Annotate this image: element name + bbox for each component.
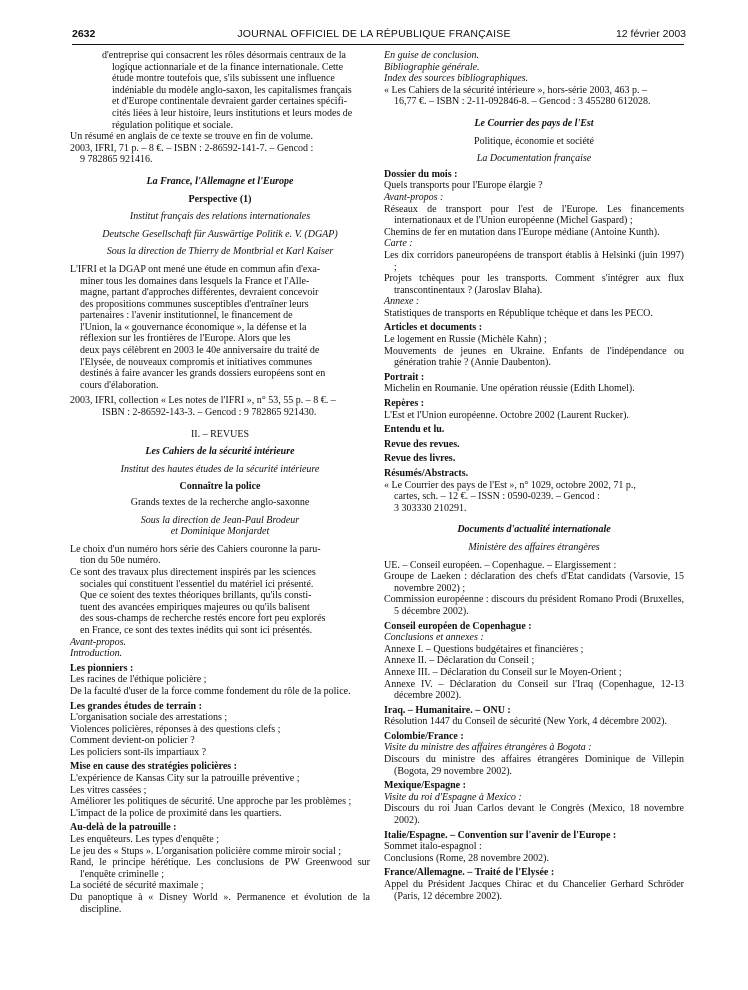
- review-title: Le Courrier des pays de l'Est: [474, 117, 594, 129]
- section-subtitle: Perspective (1): [188, 193, 252, 205]
- toc-item: L'organisation sociale des arrestations ;: [70, 712, 228, 724]
- reference-line: 2003, IFRI, 71 p. – 8 €. – ISBN : 2-86592-141-7. – Gencod :: [70, 142, 314, 154]
- section-title: La France, l'Allemagne et l'Europe: [146, 175, 294, 187]
- right-column: [384, 50, 684, 902]
- text-line: cités liées à leur histoire, leurs institutions et leurs modes de: [112, 107, 353, 119]
- toc-heading: Dossier du mois :: [384, 168, 458, 180]
- toc-item: Chemins de fer en mutation dans l'Europe médiane (Antoine Kunth).: [384, 226, 660, 238]
- toc-item: Les policiers sont-ils impartiaux ?: [70, 746, 207, 758]
- toc-heading: Revue des livres.: [384, 453, 456, 465]
- toc-heading: France/Allemagne. – Traité de l'Elysée :: [384, 867, 555, 879]
- toc-item: L'Est et l'Union européenne. Octobre 2002 (Laurent Rucker).: [384, 409, 629, 421]
- text-line: l'Union, la « gouvernance économique », la défense et la: [80, 321, 307, 333]
- toc-item: Commission européenne : discours du président Romano Prodi (Bruxelles, 5 décembre 2002).: [384, 594, 684, 617]
- text-line: partenaires : l'avenir institutionnel, le financement de: [80, 310, 293, 322]
- text-line: cours d'élaboration.: [80, 379, 159, 391]
- journal-title: JOURNAL OFFICIEL DE LA RÉPUBLIQUE FRANÇAISE: [237, 28, 511, 40]
- toc-heading: Mise en cause des stratégies policières :: [70, 761, 237, 773]
- toc-item: Annexe I. – Questions budgétaires et financières ;: [384, 643, 584, 655]
- toc-item: Visite du ministre des affaires étrangères à Bogota :: [384, 742, 592, 754]
- text-line: réflexion sur les frontières de l'Europe. Alors que les: [80, 333, 291, 345]
- ministry: Ministère des affaires étrangères: [468, 541, 600, 553]
- toc-item: Statistiques de transports en République tchèque et dans les PECO.: [384, 307, 653, 319]
- toc-item: De la faculté d'user de la force comme fondement du rôle de la police.: [70, 685, 351, 697]
- institution: Institut des hautes études de la sécurité intérieure: [120, 463, 320, 475]
- toc-item: Michelin en Roumanie. Une opération réussie (Edith Lhomel).: [384, 383, 635, 395]
- toc-item: Introduction.: [70, 648, 123, 660]
- text-line: en France, ce sont des textes inédits qui sont ici présentés.: [80, 624, 313, 636]
- review-subtitle: Connaître la police: [179, 481, 261, 493]
- text-line: cartes, sch. – 12 €. – ISSN : 0590-0239. – Gencod :: [394, 491, 600, 503]
- text-line: d'entreprise qui consacrent les rôles désormais centraux de la: [102, 50, 346, 61]
- page-header: [0, 28, 748, 44]
- reference-line: 2003, IFRI, collection « Les notes de l'IFRI », n° 53, 55 p. – 8 €. –: [70, 395, 336, 407]
- text-line: et d'Europe continentale devraient garder certaines spécifi-: [112, 96, 348, 108]
- toc-item: Du panoptique à « Disney World ». Permanence et évolution de la discipline.: [70, 892, 370, 915]
- toc-item: Sommet italo-espagnol :: [384, 841, 482, 853]
- institution: Institut français des relations internationales: [129, 211, 311, 223]
- text-line: des propositions communes susceptibles d'entraîner leurs: [80, 298, 309, 310]
- reference-line: « Les Cahiers de la sécurité intérieure », hors-série 2003, 463 p. –: [384, 84, 647, 96]
- resume-note: Un résumé en anglais de ce texte se trouve en fin de volume.: [70, 131, 313, 143]
- text-line: Le choix d'un numéro hors série des Cahiers couronne la paru-: [70, 543, 321, 555]
- toc-item: Quels transports pour l'Europe élargie ?: [384, 180, 543, 192]
- toc-item: Annexe :: [384, 296, 420, 308]
- toc-item: L'expérience de Kansas City sur la patrouille préventive ;: [70, 773, 300, 785]
- toc-heading: Les grandes études de terrain :: [70, 700, 202, 712]
- toc-item: Projets tchèques pour les transports. Comment s'intégrer aux flux transcontinentaux ? (Jaroslav Blaha).: [384, 273, 684, 296]
- toc-item: Appel du Président Jacques Chirac et du Chancelier Gerhard Schröder (Paris, 12 décembre 2002).: [384, 879, 684, 902]
- toc-heading: Les pionniers :: [70, 662, 134, 674]
- text-line: l'Elysée, de nouveaux compromis et initiatives communes: [80, 356, 313, 368]
- review-subtitle: Politique, économie et société: [474, 135, 594, 147]
- toc-item: Annexe III. – Déclaration du Conseil sur le Moyen-Orient ;: [384, 666, 622, 678]
- text-line: Que ce soient des textes théoriques brillants, qu'ils consti-: [80, 590, 312, 602]
- text-line: « Le Courrier des pays de l'Est », n° 1029, octobre 2002, 71 p.,: [384, 479, 636, 491]
- toc-item: Les racines de l'éthique policière ;: [70, 674, 207, 686]
- toc-heading: Repères :: [384, 398, 425, 410]
- toc-item: Améliorer les politiques de sécurité. Une approche par les problèmes ;: [70, 796, 352, 808]
- toc-heading: Italie/Espagne. – Convention sur l'avenir de l'Europe :: [384, 829, 617, 841]
- toc-item: Annexe IV. – Déclaration du Conseil sur l'Iraq (Copenhague, 12-13 décembre 2002).: [384, 678, 684, 702]
- toc-heading: Portrait :: [384, 371, 425, 383]
- header-rule: [72, 44, 684, 45]
- text-line: tion du 50e numéro.: [80, 555, 161, 567]
- direction: et Dominique Monjardet: [170, 526, 270, 538]
- toc-item: Discours du roi Juan Carlos devant le Congrès (Mexico, 18 novembre 2002).: [384, 803, 684, 827]
- table-of-contents: [70, 663, 370, 915]
- toc-item: Avant-propos.: [70, 636, 127, 648]
- body-paragraph: [70, 264, 370, 392]
- left-column: [70, 50, 370, 915]
- toc-item: Mouvements de jeunes en Ukraine. Enfants de l'indépendance ou génération trahie ? (Annie Daubenton).: [384, 345, 684, 369]
- toc-item: Les enquêteurs. Les types d'enquête ;: [70, 834, 219, 846]
- review-subtitle-2: Grands textes de la recherche anglo-saxonne: [130, 497, 310, 508]
- toc-heading: Conseil européen de Copenhague :: [384, 620, 532, 632]
- toc-heading: Mexique/Espagne :: [384, 780, 466, 792]
- text-line: deux pays célèbrent en 2003 le 40e anniversaire du traité de: [80, 345, 320, 357]
- toc-heading: Revue des revues.: [384, 438, 460, 450]
- toc-item: Discours du ministre des affaires étrangères Dominique de Villepin (Bogota, 29 novembre 2002).: [384, 754, 684, 777]
- text-line: des sous-champs de recherche restés encore fort peu explorés: [80, 613, 326, 625]
- reference-line: 16,77 €. – ISBN : 2-11-092846-8. – Gencod : 3 455280 612028.: [394, 96, 651, 108]
- reference-block: [384, 480, 684, 515]
- reference-line: 9 782865 921416.: [80, 154, 153, 166]
- publisher: La Documentation française: [476, 153, 592, 165]
- text-line: En guise de conclusion.: [384, 50, 479, 61]
- intro-paragraph: [70, 50, 370, 131]
- text-line: magne, partant d'approches différentes, devraient concevoir: [80, 287, 319, 299]
- toc-item: L'impact de la police de proximité dans les quartiers.: [70, 807, 282, 819]
- toc-item: Avant-propos :: [384, 191, 444, 203]
- review-title: Les Cahiers de la sécurité intérieure: [145, 446, 295, 458]
- text-line: étude montre toutefois que, s'ils subissent une influence: [112, 73, 335, 85]
- body-paragraph: [70, 567, 370, 637]
- toc-item: Groupe de Laeken : déclaration des chefs d'Etat candidats (Varsovie, 15 novembre 2002) ;: [384, 571, 684, 594]
- text-line: sociales qui constituent l'essentiel du matériel ici présenté.: [80, 578, 314, 590]
- toc-item: UE. – Conseil européen. – Copenhague. – Elargissement :: [384, 559, 617, 571]
- toc-item: Résolution 1447 du Conseil de sécurité (New York, 4 décembre 2002).: [384, 716, 668, 728]
- toc-item: Annexe II. – Déclaration du Conseil ;: [384, 655, 535, 667]
- institution: Deutsche Gesellschaft für Auswärtige Politik e. V. (DGAP): [102, 228, 338, 240]
- toc-item: Rand, le principe hérétique. Les conclusions de PW Greenwood sur l'enquête criminelle ;: [70, 857, 370, 880]
- toc-item: Les vitres cassées ;: [70, 784, 147, 796]
- text-line: indéniable du modèle anglo-saxon, les capitalismes français: [112, 84, 352, 96]
- text-line: Index des sources bibliographiques.: [384, 73, 529, 85]
- text-line: Bibliographie générale.: [384, 61, 480, 73]
- text-line: tuent des avancées empiriques majeures ou qu'ils balisent: [80, 601, 310, 613]
- page-number: 2632: [72, 28, 96, 40]
- toc-heading: Colombie/France :: [384, 730, 464, 742]
- toc-heading: Résumés/Abstracts.: [384, 468, 469, 479]
- toc-item: Carte :: [384, 238, 413, 250]
- direction: Sous la direction de Thierry de Montbrial et Karl Kaiser: [106, 246, 334, 258]
- body-paragraph: [70, 544, 370, 567]
- direction: Sous la direction de Jean-Paul Brodeur: [140, 514, 300, 526]
- toc-item: Les dix corridors paneuropéens de transport établis à Helsinki (juin 1997) ;: [384, 249, 684, 273]
- toc-item: Conclusions et annexes :: [384, 632, 484, 644]
- toc-item: Visite du roi d'Espagne à Mexico :: [384, 791, 522, 803]
- table-of-contents: [384, 169, 684, 480]
- toc-item: Violences policières, réponses à des questions clefs ;: [70, 723, 281, 735]
- toc-item: La société de sécurité maximale ;: [70, 880, 204, 892]
- toc-continuation: [384, 50, 684, 85]
- toc-heading: Articles et documents :: [384, 322, 483, 334]
- toc-heading: Au-delà de la patrouille :: [70, 822, 177, 834]
- text-line: destinés à faire avancer les grands dossiers européens sont en: [80, 368, 326, 380]
- issue-date: 12 février 2003: [615, 28, 686, 40]
- toc-heading: Iraq. – Humanitaire. – ONU :: [384, 704, 511, 716]
- text-line: logique actionnariale et de la finance internationale. Cette: [112, 61, 344, 73]
- toc-item: Conclusions (Rome, 28 novembre 2002).: [384, 852, 549, 864]
- toc-item: Réseaux de transport pour l'est de l'Europe. Les financements internationaux et de l'Union européenne (Michel Gaspard) ;: [384, 203, 684, 227]
- text-line: L'IFRI et la DGAP ont mené une étude en commun afin d'exa-: [70, 263, 321, 275]
- text-line: 3 303330 210291.: [394, 502, 467, 514]
- toc-item: Le logement en Russie (Michèle Kahn) ;: [384, 334, 547, 346]
- table-of-contents: [384, 560, 684, 903]
- toc-heading: Entendu et lu.: [384, 424, 445, 436]
- text-line: miner tous les domaines dans lesquels la France et l'Alle-: [80, 275, 310, 287]
- toc-item: Le jeu des « Stups ». L'organisation policière comme miroir social ;: [70, 845, 342, 857]
- review-title: Documents d'actualité internationale: [457, 524, 611, 536]
- text-line: régulation politique et sociale.: [112, 119, 234, 131]
- text-line: Ce sont des travaux plus directement inspirés par les sciences: [70, 566, 316, 578]
- toc-item: Comment devient-on policier ?: [70, 735, 195, 747]
- reference-line: ISBN : 2-86592-143-3. – Gencod : 9 782865 921430.: [102, 407, 317, 419]
- part-heading: II. – REVUES: [190, 428, 250, 440]
